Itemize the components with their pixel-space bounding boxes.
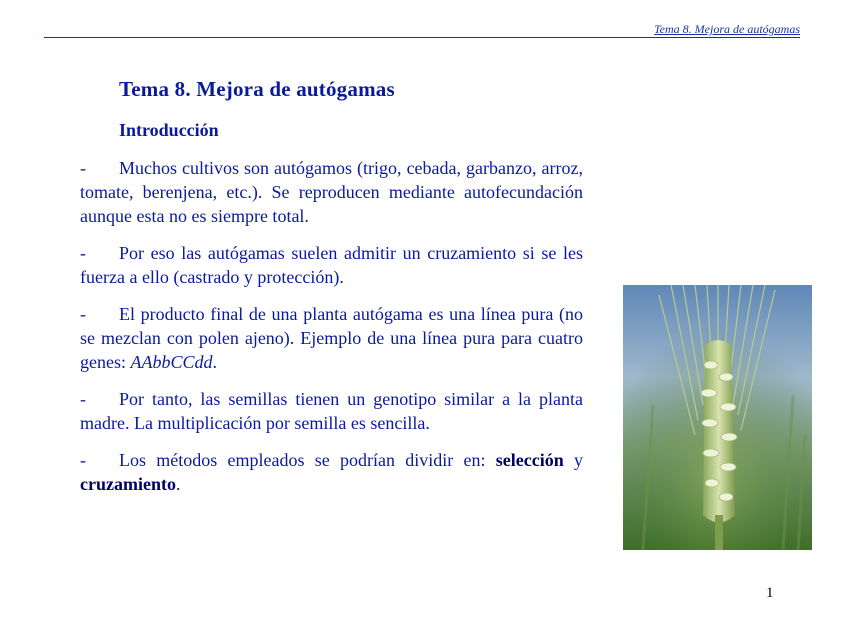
paragraph-5 — [80, 448, 583, 496]
bullet-dash: - — [80, 158, 86, 178]
paragraph-end: . — [212, 352, 217, 372]
running-header: Tema 8. Mejora de autógamas — [654, 22, 800, 36]
paragraph-text: Por tanto, las semillas tienen un genotipo similar a la planta madre. La multiplicación por semilla es sencilla. — [80, 389, 583, 433]
body-content — [80, 156, 583, 509]
page-number: 1 — [766, 585, 774, 601]
term-seleccion: selección — [495, 450, 564, 470]
genotype-example: AAbbCCdd — [130, 352, 213, 372]
header-rule — [44, 37, 800, 38]
paragraph-end: . — [175, 474, 181, 494]
slide-title: Tema 8. Mejora de autógamas — [119, 77, 395, 101]
bullet-dash: - — [80, 389, 86, 409]
paragraph-4 — [80, 387, 583, 435]
section-heading: Introducción — [119, 120, 219, 140]
wheat-spike-photo — [623, 285, 812, 550]
bullet-dash: - — [80, 450, 86, 470]
paragraph-text: Por eso las autógamas suelen admitir un cruzamiento si se les fuerza a ello (castrado y protección). — [80, 243, 583, 287]
paragraph-3 — [80, 302, 583, 374]
term-cruzamiento: cruzamiento — [80, 474, 176, 494]
paragraph-text: El producto final de una planta autógama es una línea pura (no se mezclan con polen ajeno). Ejemplo de una línea pura para cuatro genes: — [80, 304, 583, 372]
paragraph-mid: y — [563, 450, 584, 470]
paragraph-1 — [80, 156, 583, 228]
paragraph-text: Los métodos empleados se podrían dividir en: — [119, 450, 496, 470]
paragraph-2 — [80, 241, 583, 289]
bullet-dash: - — [80, 243, 86, 263]
paragraph-text: Muchos cultivos son autógamos (trigo, cebada, garbanzo, arroz, tomate, berenjena, etc.). Se reproducen mediante autofecundación aunque esta no es siempre total. — [80, 158, 583, 226]
bullet-dash: - — [80, 304, 86, 324]
